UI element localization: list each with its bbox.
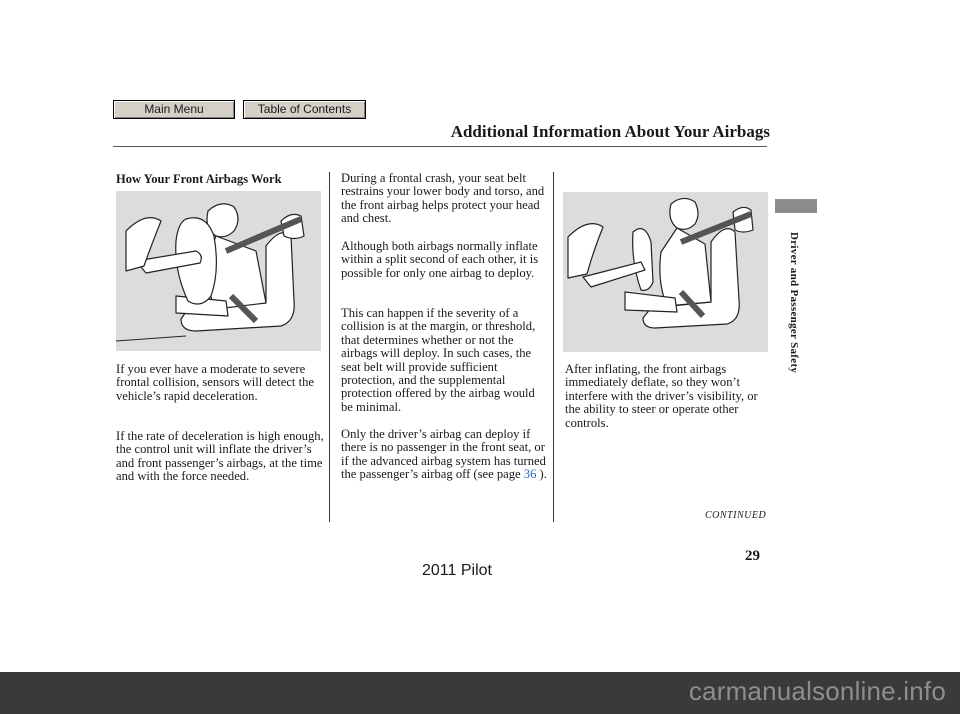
page-36-link[interactable]: 36 xyxy=(523,467,537,482)
col3-paragraph-1: After inflating, the front airbags immediately deflate, so they won’t interfere with the driver’s visibility, or the ability to steer or operate other controls. xyxy=(565,362,758,430)
driver-airbag-illustration xyxy=(116,191,321,351)
header-rule xyxy=(113,146,767,147)
col2-paragraph-4 xyxy=(341,428,549,482)
model-footer: 2011 Pilot xyxy=(422,562,492,579)
chapter-tab-marker xyxy=(775,199,817,213)
continued-label: CONTINUED xyxy=(705,510,767,521)
driver-airbag-drawing xyxy=(116,191,321,351)
deflated-airbag-drawing xyxy=(563,192,768,352)
col2-paragraph-3: This can happen if the severity of a collision is at the margin, or threshold, that determines whether or not the airbags will deploy. In such cases, the seat belt will provide sufficient protection, and the supplemental protection offered by the airbag would be minimal. xyxy=(341,306,536,414)
col1-paragraph-2: If the rate of deceleration is high enough, the control unit will inflate the driver’s and front passenger’s airbags, at the time and with the force needed. xyxy=(116,429,324,484)
col2-paragraph-4-suffix: ). xyxy=(539,467,547,482)
column-divider-1 xyxy=(329,172,330,522)
main-menu-button[interactable]: Main Menu xyxy=(113,100,235,119)
table-of-contents-button[interactable]: Table of Contents xyxy=(243,100,366,119)
col2-paragraph-4-text: Only the driver’s airbag can deploy if there is no passenger in the front seat, or if the advanced airbag system has turned the passenger’s airbag off (see page xyxy=(341,427,546,482)
deflated-airbag-illustration xyxy=(563,192,768,352)
section-heading: How Your Front Airbags Work xyxy=(116,172,282,186)
col2-paragraph-2: Although both airbags normally inflate within a split second of each other, it is possible for only one airbag to deploy. xyxy=(341,239,539,280)
chapter-label-text: Driver and Passenger Safety xyxy=(788,232,800,374)
col2-paragraph-1: During a frontal crash, your seat belt restrains your lower body and torso, and the front airbag helps protect your head and chest. xyxy=(341,171,545,226)
column-divider-2 xyxy=(553,172,554,522)
watermark-text: carmanualsonline.info xyxy=(688,676,946,706)
page-number: 29 xyxy=(745,548,760,564)
col1-paragraph-1: If you ever have a moderate to severe frontal collision, sensors will detect the vehicle’s rapid deceleration. xyxy=(116,362,314,403)
watermark-banner xyxy=(0,672,960,714)
section-title: Additional Information About Your Airbags xyxy=(450,122,770,141)
